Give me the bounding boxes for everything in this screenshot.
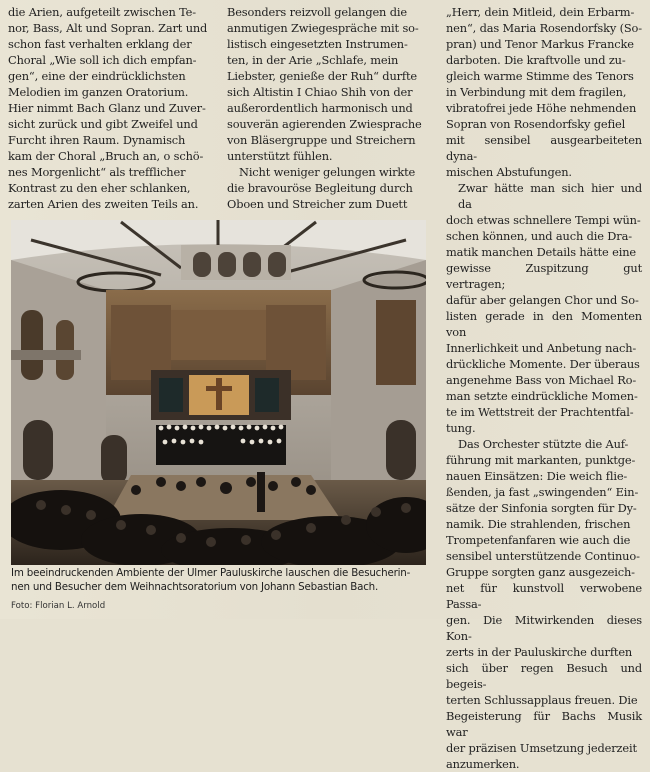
text-line: ßenden, ja fast „swingenden“ Ein-	[446, 485, 639, 499]
text-line: Besonders reizvoll gelangen die	[227, 5, 407, 19]
text-line: vibratofrei jede Höhe nehmenden	[446, 101, 637, 115]
text-line: der präzisen Umsetzung jederzeit	[446, 741, 637, 755]
text-line: gen“, eine der eindrücklichsten	[8, 69, 186, 83]
text-line: Innerlichkeit und Anbetung nach-	[446, 341, 637, 355]
text-line: die Arien, aufgeteilt zwischen Te-	[8, 5, 196, 19]
text-line: in Verbindung mit dem fragilen,	[446, 85, 627, 99]
text-line: Choral „Wie soll ich dich empfan-	[8, 53, 197, 67]
text-line: gleich warme Stimme des Tenors	[446, 69, 634, 83]
text-line: kam der Choral „Bruch an, o schö-	[8, 149, 204, 163]
article-column-1	[8, 4, 212, 212]
text-line: gen. Die Mitwirkenden dieses Kon-	[446, 613, 642, 643]
text-line: Gruppe sorgten ganz ausgezeich-	[446, 565, 635, 579]
text-line: net für kunstvoll verwobene Passa-	[446, 581, 642, 611]
text-line: die bravouröse Begleitung durch	[227, 181, 413, 195]
text-line: gewisse Zuspitzung gut vertragen;	[446, 261, 642, 291]
text-line: namik. Die strahlenden, frischen	[446, 517, 631, 531]
text-line: Nicht weniger gelungen wirkte	[239, 165, 416, 179]
text-line: nen“, das Maria Rosendorfsky (So-	[446, 21, 642, 35]
text-line: von Bläsergruppe und Streichern	[227, 133, 416, 147]
text-line: doch etwas schnellere Tempi wün-	[446, 213, 641, 227]
concert-photo	[11, 220, 426, 565]
text-line: drückliche Momente. Der überaus	[446, 357, 640, 371]
text-line: sensibel unterstützende Continuo-	[446, 549, 640, 563]
paragraph	[227, 4, 433, 164]
text-line: Zwar hätte man sich hier und da	[458, 181, 642, 211]
paragraph	[446, 436, 642, 772]
paragraph	[446, 4, 642, 180]
caption-line: nen und Besucher dem Weihnachtsoratorium von Johann Sebastian Bach.	[11, 581, 379, 593]
text-line: mit sensibel ausgearbeiteten dyna-	[446, 133, 642, 163]
text-line: Begeisterung für Bachs Musik war	[446, 709, 642, 739]
text-line: Melodien im ganzen Oratorium.	[8, 85, 189, 99]
text-line: außerordentlich harmonisch und	[227, 101, 413, 115]
text-line: listisch eingesetzten Instrumen-	[227, 37, 408, 51]
text-line: Oboen und Streicher zum Duett	[227, 197, 408, 211]
text-line: zarten Arien des zweiten Teils an.	[8, 197, 199, 211]
text-line: nes Morgenlicht“ als trefflicher	[8, 165, 186, 179]
text-line: terten Schlussapplaus freuen. Die	[446, 693, 638, 707]
caption-line: Im beeindruckenden Ambiente der Ulmer Pauluskirche lauschen die Besucherin-	[11, 567, 411, 579]
text-line: sich Altistin I Chiao Shih von der	[227, 85, 413, 99]
text-line: dafür aber gelangen Chor und So-	[446, 293, 639, 307]
text-line: te im Wettstreit der Prachtentfal-	[446, 405, 634, 419]
text-line: Hier nimmt Bach Glanz und Zuver-	[8, 101, 206, 115]
text-line: matik manchen Details hätte eine	[446, 245, 636, 259]
text-line: nauen Einsätzen: Die weich flie-	[446, 469, 628, 483]
text-line: Kontrast zu den eher schlanken,	[8, 181, 191, 195]
text-line: unterstützt fühlen.	[227, 149, 333, 163]
text-line: nor, Bass, Alt und Sopran. Zart und	[8, 21, 208, 35]
text-line: listen gerade in den Momenten von	[446, 309, 642, 339]
text-line: mischen Abstufungen.	[446, 165, 572, 179]
text-line: „Herr, dein Mitleid, dein Erbarm-	[446, 5, 635, 19]
text-line: Trompetenfanfaren wie auch die	[446, 533, 631, 547]
paragraph	[446, 180, 642, 436]
text-line: darboten. Die kraftvolle und zu-	[446, 53, 626, 67]
text-line: führung mit markanten, punktge-	[446, 453, 636, 467]
photo-caption	[11, 566, 427, 594]
text-line: schen können, und auch die Dra-	[446, 229, 632, 243]
church-interior-illustration	[11, 220, 426, 565]
photo-credit: Foto: Florian L. Arnold	[11, 601, 106, 611]
paragraph	[227, 164, 433, 212]
text-line: Liebster, genieße der Ruh“ durfte	[227, 69, 418, 83]
article-column-2	[227, 4, 433, 212]
text-line: Das Orchester stützte die Auf-	[458, 437, 629, 451]
text-line: Furcht ihren Raum. Dynamisch	[8, 133, 186, 147]
text-line: sich über regen Besuch und begeis-	[446, 661, 642, 691]
text-line: Sopran von Rosendorfsky gefiel	[446, 117, 626, 131]
text-line: souverän agierenden Zwiesprache	[227, 117, 422, 131]
article-column-3	[446, 4, 642, 772]
text-line: pran) und Tenor Markus Francke	[446, 37, 634, 51]
text-line: angenehme Bass von Michael Ro-	[446, 373, 637, 387]
text-line: sätze der Sinfonia sorgten für Dy-	[446, 501, 637, 515]
paragraph	[8, 4, 212, 212]
text-line: ten, in der Arie „Schlafe, mein	[227, 53, 399, 67]
text-line: zerts in der Pauluskirche durften	[446, 645, 633, 659]
text-line: schon fast verhalten erklang der	[8, 37, 192, 51]
text-line: sicht zurück und gibt Zweifel und	[8, 117, 198, 131]
text-line: anmutigen Zwiegespräche mit so-	[227, 21, 419, 35]
text-line: man setzte eindrückliche Momen-	[446, 389, 638, 403]
text-line: anzumerken.	[446, 757, 520, 771]
text-line: tung.	[446, 421, 476, 435]
